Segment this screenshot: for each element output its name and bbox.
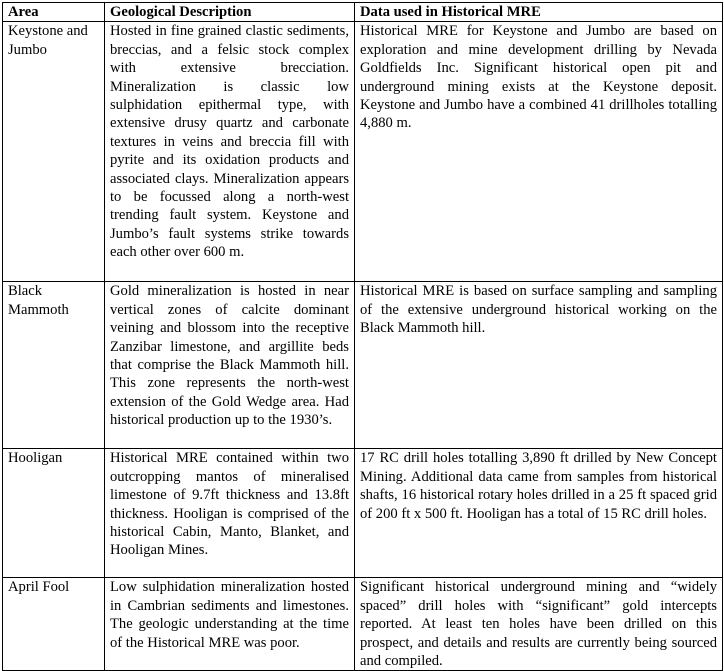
header-area: Area (3, 3, 105, 22)
cell-data-used: 17 RC drill holes totalling 3,890 ft drilled by New Concept Mining. Additional data came from samples from historical shafts, 16 historical rotary holes drilled in a 25 ft spaced grid of 200 ft x 500 ft. Hooligan has a total of 15 RC drill holes. (355, 449, 723, 578)
cell-area: April Fool (3, 578, 105, 671)
table-row-april-fool (3, 578, 723, 671)
header-geological-description: Geological Description (105, 3, 355, 22)
historical-mre-table (2, 2, 723, 671)
cell-geological-description: Gold mineralization is hosted in near vertical zones of calcite dominant veining and blossom into the receptive Zanzibar limestone, and argillite beds that comprise the Black Mammoth hill. This zone represents the north-west extension of the Gold Wedge area. Had historical production up to the 1930’s. (105, 282, 355, 449)
cell-data-used: Historical MRE is based on surface sampling and sampling of the extensive underground historical working on the Black Mammoth hill. (355, 282, 723, 449)
cell-data-used: Significant historical underground mining and “widely spaced” drill holes with “significant” gold intercepts reported. At least ten holes have been drilled on this prospect, and details and results are currently being sourced and compiled. (355, 578, 723, 671)
table-header-row (3, 3, 723, 22)
cell-geological-description: Low sulphidation mineralization hosted in Cambrian sediments and limestones. The geologic understanding at the time of the Historical MRE was poor. (105, 578, 355, 671)
table-row-keystone-jumbo (3, 22, 723, 282)
table-row-hooligan (3, 449, 723, 578)
cell-area: Keystone and Jumbo (3, 22, 105, 282)
cell-area: Hooligan (3, 449, 105, 578)
cell-geological-description: Historical MRE contained within two outcropping mantos of mineralised limestone of 9.7ft thickness and 13.8ft thickness. Hooligan is comprised of the historical Cabin, Manto, Blanket, and Hooligan Mines. (105, 449, 355, 578)
table-row-black-mammoth (3, 282, 723, 449)
cell-geological-description: Hosted in fine grained clastic sediments, breccias, and a felsic stock complex with extensive brecciation. Mineralization is classic low sulphidation epithermal type, with extensive drusy quartz and carbonate textures in veins and breccia fill with pyrite and its oxidation products and associated clays. Mineralization appears to be focussed along a north-west trending fault system. Keystone and Jumbo’s fault systems strike towards each other over 600 m. (105, 22, 355, 282)
cell-data-used: Historical MRE for Keystone and Jumbo are based on exploration and mine development drilling by Nevada Goldfields Inc. Significant historical open pit and underground mining exists at the Keystone deposit. Keystone and Jumbo have a combined 41 drillholes totalling 4,880 m. (355, 22, 723, 282)
header-data-used: Data used in Historical MRE (355, 3, 723, 22)
cell-area: Black Mammoth (3, 282, 105, 449)
